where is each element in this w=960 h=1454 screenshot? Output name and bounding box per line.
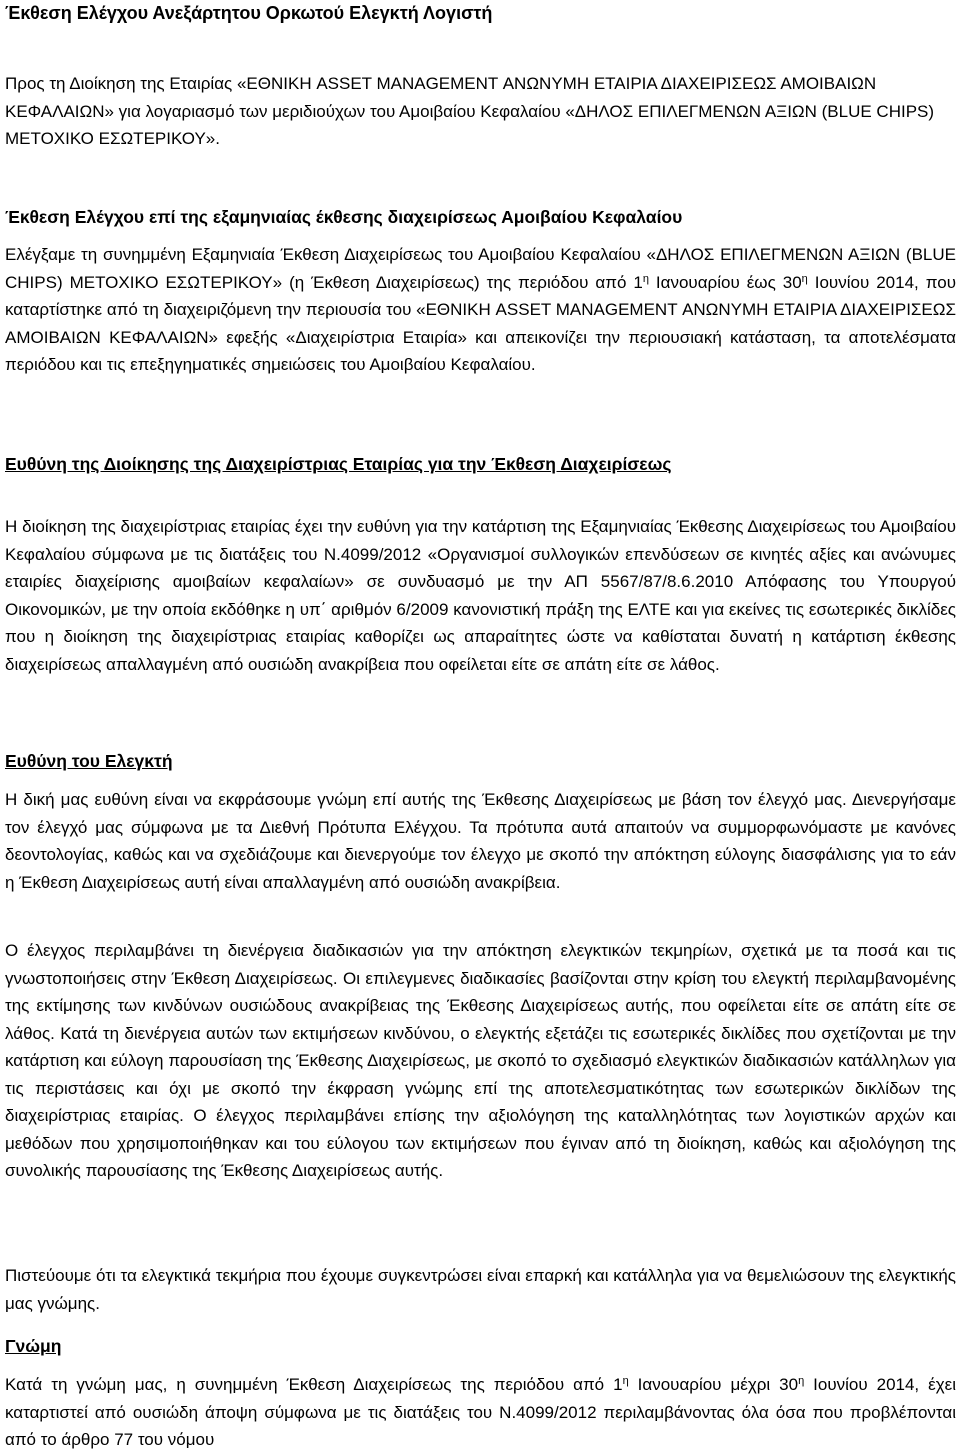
section1-text-a: Ελέγξαμε τη συνημμένη Εξαμηνιαία Έκθεση Διαχειρίσεως του Αμοιβαίου Κεφαλαίου «ΔΗΛΟΣ ΕΠΙΛΕΓΜΕΝΩΝ ΑΞΙΩΝ (BLUE CHIPS) ΜΕΤΟΧΙΚΟ ΕΣΩΤΕΡΙΚΟΥ» (η Έκθεση Διαχειρίσεως) της περιόδου από 1	[5, 245, 956, 292]
section3-heading: Ευθύνη του Ελεγκτή	[5, 751, 173, 771]
section1-text-b: Ιανουαρίου έως 30	[648, 272, 802, 292]
section4-heading: Γνώμη	[5, 1336, 62, 1356]
section2-heading: Ευθύνη της Διοίκησης της Διαχειρίστριας Εταιρίας για την Έκθεση Διαχειρίσεως	[5, 454, 672, 474]
section4-text-c: Ιουνίου 2014, έχει καταρτιστεί από ουσιώδη άποψη σύμφωνα με τις διατάξεις του Ν.4099/2012 περιλαμβάνοντας όλα όσα που προβλέπονται από το άρθρο 77 του νόμου	[5, 1375, 956, 1449]
section2-paragraph: Η διοίκηση της διαχειρίστριας εταιρίας έχει την ευθύνη για την κατάρτιση της Εξαμηνιαίας Έκθεσης Διαχειρίσεως του Αμοιβαίου Κεφαλαίου σύμφωνα με τις διατάξεις του Ν.4099/2012 «Οργανισμοί συλλογικών επενδύσεων σε κινητές αξίες και ανώνυμες εταιρίες διαχείρισης αμοιβαίων κεφαλαίων» σε συνδυασμό με την ΑΠ 5567/87/8.6.2010 Απόφασης του Υπουργού Οικονομικών, με την οποία εκδόθηκε η υπ΄ αριθμόν 6/2009 κανονιστική πράξη της ΕΛΤΕ και για εκείνες τις εσωτερικές δικλίδες που η διοίκηση της διαχειρίστριας εταιρίας καθορίζει ως απαραίτητες ώστε να καθίσταται δυνατή η κατάρτιση έκθεσης διαχειρίσεως απαλλαγμένη από ουσιώδη ανακρίβεια που οφείλεται είτε σε απάτη είτε σε λάθος.	[5, 517, 956, 674]
ordinal-superscript: η	[622, 1375, 629, 1387]
section1-text-c: Ιουνίου 2014, που καταρτίστηκε από τη διαχειριζόμενη την περιουσία του «ΕΘΝΙΚΗ ASSET MANAGEMENT ΑΝΩΝΥΜΗ ΕΤΑΙΡΙΑ ΔΙΑΧΕΙΡΙΣΕΩΣ ΑΜΟΙΒΑΙΩΝ ΚΕΦΑΛΑΙΩΝ» εφεξής «Διαχειρίστρια Εταιρία» και απεικονίζει την περιουσιακή κατάσταση, τα αποτελέσματα περιόδου και τις επεξηγηματικές σημειώσεις του Αμοιβαίου Κεφαλαίου.	[5, 272, 956, 374]
section1-heading: Έκθεση Ελέγχου επί της εξαμηνιαίας έκθεσης διαχειρίσεως Αμοιβαίου Κεφαλαίου	[5, 207, 683, 227]
section3-paragraph-3: Πιστεύουμε ότι τα ελεγκτικά τεκμήρια που έχουμε συγκεντρώσει είναι επαρκή και κατάλληλα για να θεμελιώσουν της ελεγκτικής μας γνώμης.	[5, 1266, 956, 1313]
section3-paragraph-2: Ο έλεγχος περιλαμβάνει τη διενέργεια διαδικασιών για την απόκτηση ελεγκτικών τεκμηρίων, σχετικά με τα ποσά και τις γνωστοποιήσεις στην Έκθεση Διαχειρίσεως. Οι επιλεγμενες διαδικασίες βασίζονται στην κρίση του ελεγκτή περιλαμβανομένης της εκτίμησης των κινδύνων ουσιώδους ανακρίβειας της Έκθεσης Διαχειρίσεως αυτής, που οφείλεται είτε σε απάτη είτε σε λάθος. Κατά τη διενέργεια αυτών των εκτιμήσεων κινδύνου, ο ελεγκτής εξετάζει τις εσωτερικές δικλίδες που σχετίζονται με την κατάρτιση και εύλογη παρουσίαση της Έκθεσης Διαχειρίσεως, με σκοπό το σχεδιασμό ελεγκτικών διαδικασιών κατάλληλων για τις περιστάσεις και όχι με σκοπό την έκφραση γνώμης επί της αποτελεσματικότητας των εσωτερικών δικλίδων της διαχειρίστριας εταιρίας. Ο έλεγχος περιλαμβάνει επίσης την αξιολόγηση της καταλληλότητας των λογιστικών αρχών και μεθόδων που χρησιμοποιήθηκαν και του εύλογου των εκτιμήσεων που έγιναν από τη διοίκηση, καθώς και αξιολόγηση της συνολικής παρουσίασης της Έκθεσης Διαχειρίσεως αυτής.	[5, 941, 956, 1180]
ordinal-superscript: η	[642, 272, 649, 285]
section4-text-a: Κατά τη γνώμη μας, η συνημμένη Έκθεση Διαχειρίσεως της περιόδου από 1	[5, 1375, 623, 1394]
section3-paragraph-1: Η δική μας ευθύνη είναι να εκφράσουμε γνώμη επί αυτής της Έκθεσης Διαχειρίσεως με βάση τον έλεγχό μας. Διενεργήσαμε τον έλεγχό μας σύμφωνα με τα Διεθνή Πρότυπα Ελέγχου. Τα πρότυπα αυτά απαιτούν να συμμορφωνόμαστε με κανόνες δεοντολογίας, καθώς και να σχεδιάζουμε και διενεργούμε τον έλεγχο με σκοπό την απόκτηση εύλογης διασφάλισης για το εάν η Έκθεση Διαχειρίσεως αυτή είναι απαλλαγμένη από ουσιώδη ανακρίβεια.	[5, 790, 956, 892]
section4-paragraph	[5, 1371, 956, 1454]
section4-text-b: Ιανουαρίου μέχρι 30	[628, 1375, 799, 1394]
ordinal-superscript: η	[801, 272, 808, 285]
addressee-paragraph: Προς τη Διοίκηση της Εταιρίας «ΕΘΝΙΚΗ ASSET MANAGEMENT ΑΝΩΝΥΜΗ ΕΤΑΙΡΙΑ ΔΙΑΧΕΙΡΙΣΕΩΣ ΑΜΟΙΒΑΙΩΝ ΚΕΦΑΛΑΙΩΝ» για λογαριασμό των μεριδιούχων του Αμοιβαίου Κεφαλαίου «ΔΗΛΟΣ ΕΠΙΛΕΓΜΕΝΩΝ ΑΞΙΩΝ (BLUE CHIPS) ΜΕΤΟΧΙΚΟ ΕΣΩΤΕΡΙΚΟΥ».	[5, 74, 935, 148]
document-title: Έκθεση Ελέγχου Ανεξάρτητου Ορκωτού Ελεγκτή Λογιστή	[5, 3, 493, 23]
section1-paragraph	[5, 241, 956, 379]
ordinal-superscript: η	[798, 1375, 805, 1387]
